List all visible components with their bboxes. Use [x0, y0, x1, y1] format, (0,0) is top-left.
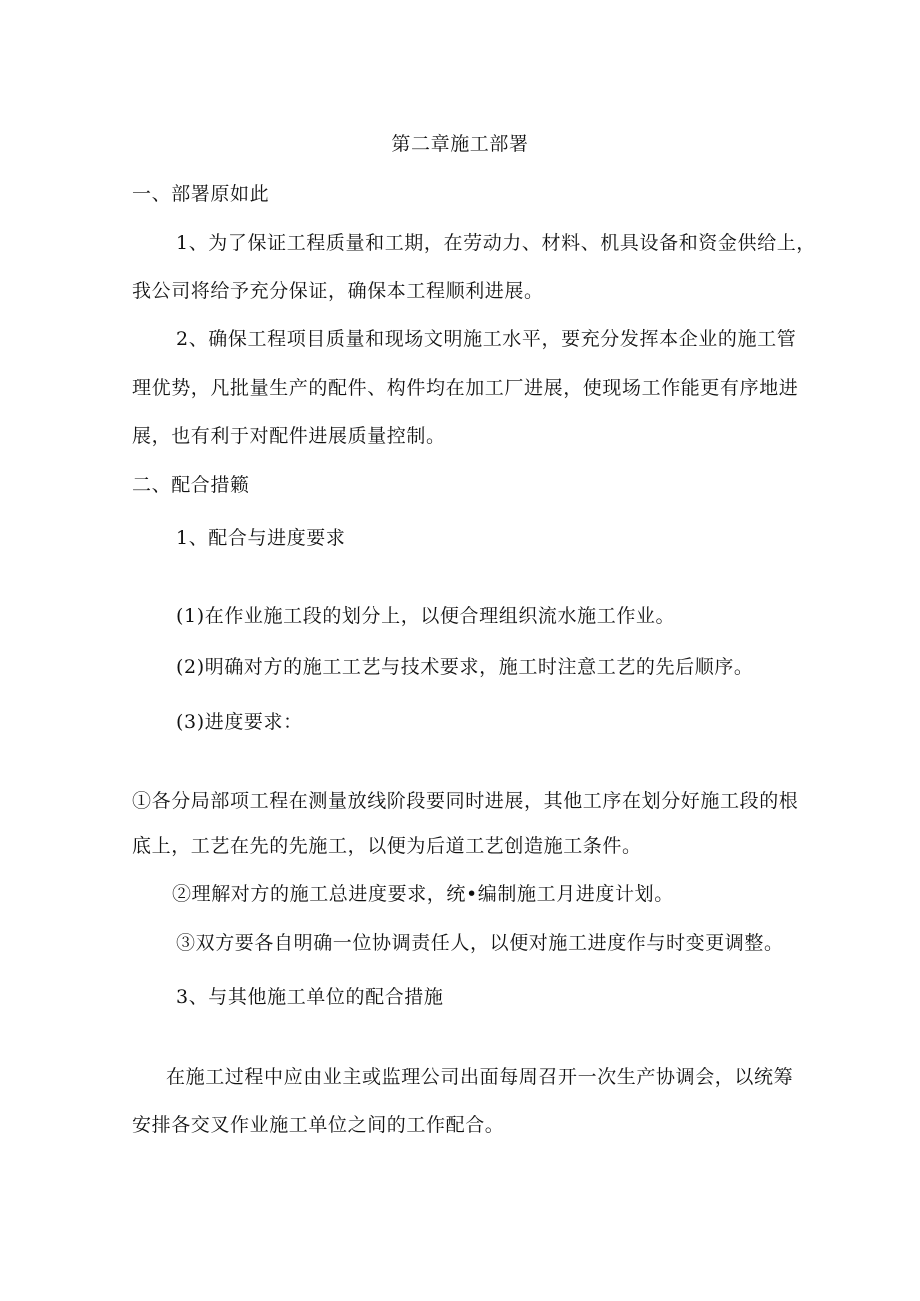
- list-item: (2)明确对方的施工工艺与技术要求，施工时注意工艺的先后顺序。: [176, 656, 754, 678]
- section-heading-1: 一、部署原如此: [132, 183, 270, 205]
- section-heading-2: 二、配合措籁: [132, 474, 250, 496]
- list-item: ②理解对方的施工总进度要求，统•编制施工月进度计划。: [172, 883, 674, 905]
- paragraph-line: ①各分局部项工程在测量放线阶段要同时进展，其他工序在划分好施工段的根: [132, 790, 799, 812]
- paragraph-line: 在施工过程中应由业主或监理公司出面每周召开一次生产协调会，以统筹: [166, 1066, 794, 1088]
- paragraph-line: 理优势，凡批量生产的配件、构件均在加工厂进展，使现场工作能更有序地进: [132, 377, 799, 399]
- paragraph-line: 1、为了保证工程质量和工期，在劳动力、材料、机具设备和资金供给上，: [176, 232, 816, 254]
- list-item: ③双方要各自明确一位协调责任人，以便对施工进度作与时变更调整。: [176, 932, 784, 954]
- subsection-heading: 3、与其他施工单位的配合措施: [176, 986, 444, 1008]
- paragraph-line: 2、确保工程项目质量和现场文明施工水平，要充分发挥本企业的施工管: [176, 328, 797, 350]
- page-title: 第二章施工部署: [391, 133, 529, 155]
- paragraph-line: 展，也有利于对配件进展质量控制。: [132, 425, 446, 447]
- list-item: (3)进度要求：: [176, 711, 303, 733]
- paragraph-line: 安排各交叉作业施工单位之间的工作配合。: [132, 1114, 505, 1136]
- subsection-heading: 1、配合与进度要求: [176, 527, 346, 549]
- paragraph-line: 我公司将给予充分保证，确保本工程顺利进展。: [132, 280, 544, 302]
- paragraph-line: 底上，工艺在先的先施工，以便为后道工艺创造施工条件。: [132, 835, 642, 857]
- list-item: (1)在作业施工段的划分上，以便合理组织流水施工作业。: [176, 605, 676, 627]
